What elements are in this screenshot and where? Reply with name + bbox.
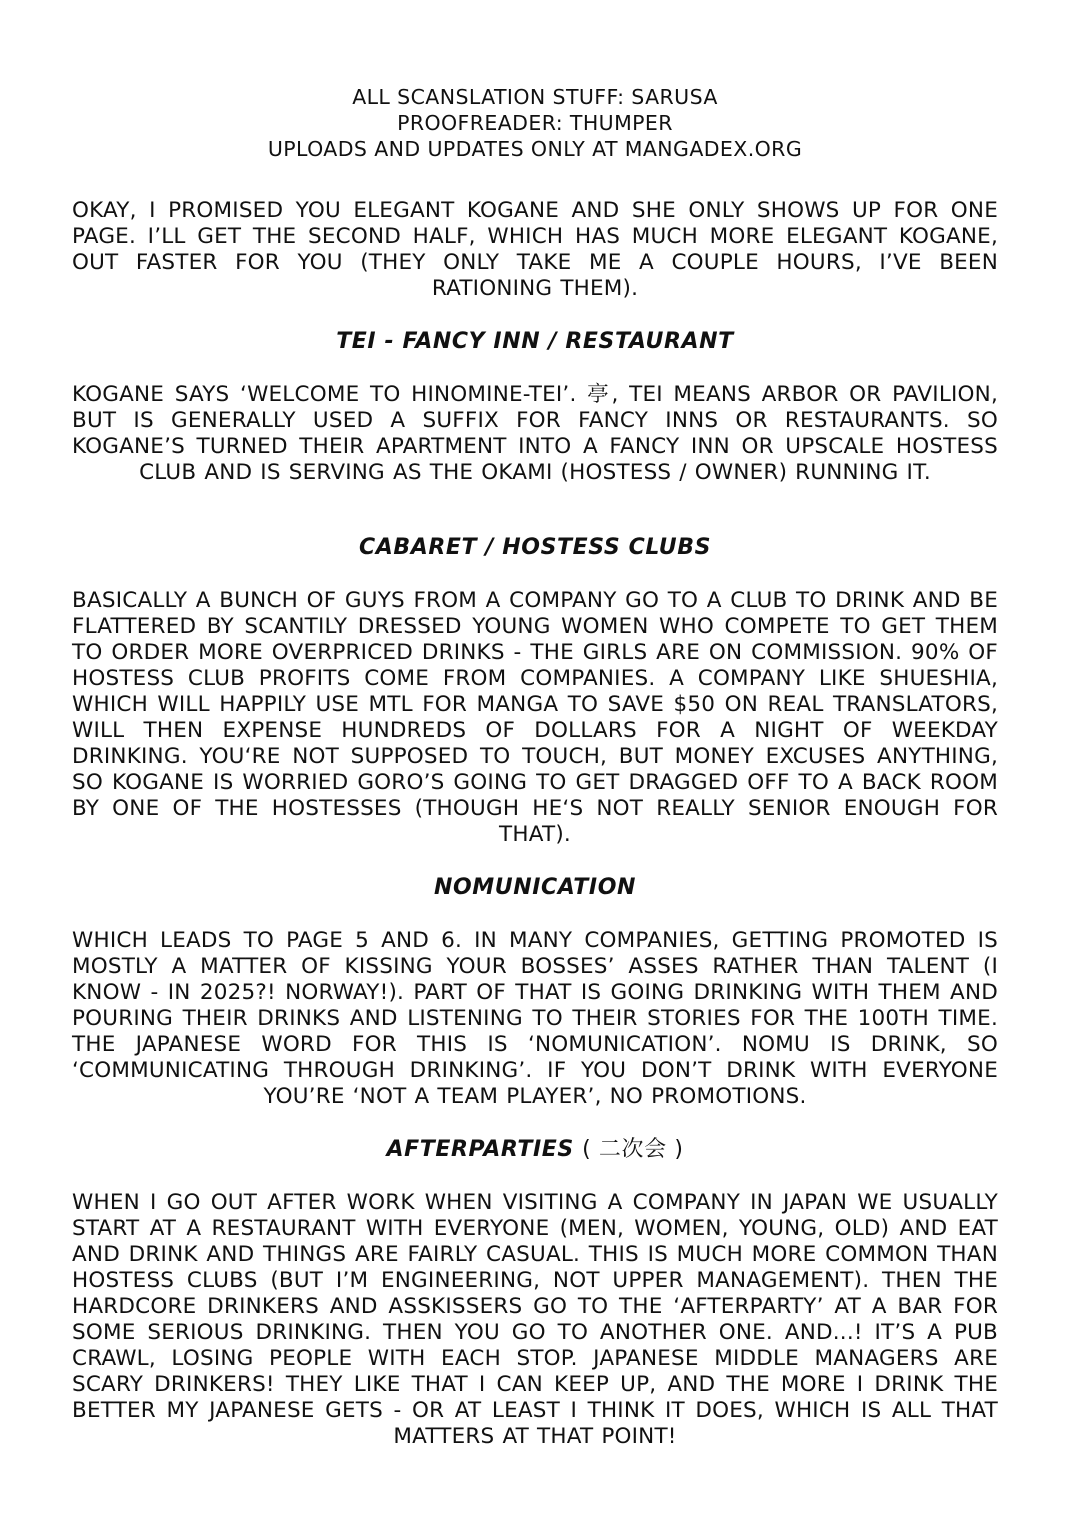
- section-body-afterparties: WHEN I GO OUT AFTER WORK WHEN VISITING A COMPANY IN JAPAN WE USUALLY START AT A RESTAURANT WITH EVERYONE (MEN, WOMEN, YOUNG, OLD) AND EAT AND DRINK AND THINGS ARE FAIRLY CASUAL. THIS IS MUCH MORE COMMON THAN HOSTESS CLUBS (BUT I’M ENGINEERING, NOT UPPER MANAGEMENT). THEN THE HARDCORE DRINKERS AND ASSKISSERS GO TO THE ‘AFTERPARTY’ AT A BAR FOR SOME SERIOUS DRINKING. THEN YOU GO TO ANOTHER ONE. AND...! IT’S A PUB CRAWL, LOSING PEOPLE WITH EACH STOP. JAPANESE MIDDLE MANAGERS ARE SCARY DRINKERS! THEY LIKE THAT I CAN KEEP UP, AND THE MORE I DRINK THE BETTER MY JAPANESE GETS - OR AT LEAST I THINK IT DOES, WHICH IS ALL THAT MATTERS AT THAT POINT!: [72, 1190, 998, 1449]
- notes-page: [72, 84, 998, 1450]
- section-heading-nomunication: NOMUNICATION: [433, 875, 637, 900]
- section-heading-cabaret: CABARET / HOSTESS CLUBS: [358, 535, 712, 560]
- afterparties-kanji-close: ): [666, 1137, 684, 1162]
- intro-paragraph: OKAY, I PROMISED YOU ELEGANT KOGANE AND SHE ONLY SHOWS UP FOR ONE PAGE. I’LL GET THE SECOND HALF, WHICH HAS MUCH MORE ELEGANT KOGANE, OUT FASTER FOR YOU (THEY ONLY TAKE ME A COUPLE HOURS, I’VE BEEN RATIONING THEM).: [72, 198, 998, 301]
- section-body-cabaret: BASICALLY A BUNCH OF GUYS FROM A COMPANY GO TO A CLUB TO DRINK AND BE FLATTERED BY SCANTILY DRESSED YOUNG WOMEN WHO COMPETE TO GET THEM TO ORDER MORE OVERPRICED DRINKS - THE GIRLS ARE ON COMMISSION. 90% OF HOSTESS CLUB PROFITS COME FROM COMPANIES. A COMPANY LIKE SHUESHIA, WHICH WILL HAPPILY USE MTL FOR MANGA TO SAVE $50 ON REAL TRANSLATORS, WILL THEN EXPENSE HUNDREDS OF DOLLARS FOR A NIGHT OF WEEKDAY DRINKING. YOU‘RE NOT SUPPOSED TO TOUCH, BUT MONEY EXCUSES ANYTHING, SO KOGANE IS WORRIED GORO’S GOING TO GET DRAGGED OFF TO A BACK ROOM BY ONE OF THE HOSTESSES (THOUGH HE‘S NOT REALLY SENIOR ENOUGH FOR THAT).: [72, 588, 998, 847]
- section-body-nomunication: WHICH LEADS TO PAGE 5 AND 6. IN MANY COMPANIES, GETTING PROMOTED IS MOSTLY A MATTER OF KISSING YOUR BOSSES’ ASSES RATHER THAN TALENT (I KNOW - IN 2025?! NORWAY!). PART OF THAT IS GOING DRINKING WITH THEM AND POURING THEIR DRINKS AND LISTENING TO THEIR STORIES FOR THE 100TH TIME. THE JAPANESE WORD FOR THIS IS ‘NOMUNICATION’. NOMU IS DRINK, SO ‘COMMUNICATING THROUGH DRINKING’. IF YOU DON’T DRINK WITH EVERYONE YOU’RE ‘NOT A TEAM PLAYER’, NO PROMOTIONS.: [72, 928, 998, 1109]
- credit-scanslation: ALL SCANSLATION STUFF: SARUSA: [352, 85, 718, 109]
- section-heading-afterparties: [72, 1136, 998, 1164]
- section-body-tei: KOGANE SAYS ‘WELCOME TO HINOMINE-TEI’. 亭, TEI MEANS ARBOR OR PAVILION, BUT IS GENERALLY USED A SUFFIX FOR FANCY INNS OR RESTAURANTS. SO KOGANE’S TURNED THEIR APARTMENT INTO A FANCY INN OR UPSCALE HOSTESS CLUB AND IS SERVING AS THE OKAMI (HOSTESS / OWNER) RUNNING IT.: [72, 382, 998, 485]
- credit-uploads: UPLOADS AND UPDATES ONLY AT MANGADEX.ORG: [267, 137, 803, 161]
- afterparties-title: AFTERPARTIES: [386, 1137, 574, 1162]
- section-heading-tei: TEI - FANCY INN / RESTAURANT: [336, 329, 734, 354]
- afterparties-kanji-open: (: [582, 1137, 599, 1162]
- credit-proofreader: PROOFREADER: THUMPER: [397, 111, 673, 135]
- afterparties-kanji: 二次会: [598, 1137, 667, 1162]
- credits-block: [72, 84, 998, 162]
